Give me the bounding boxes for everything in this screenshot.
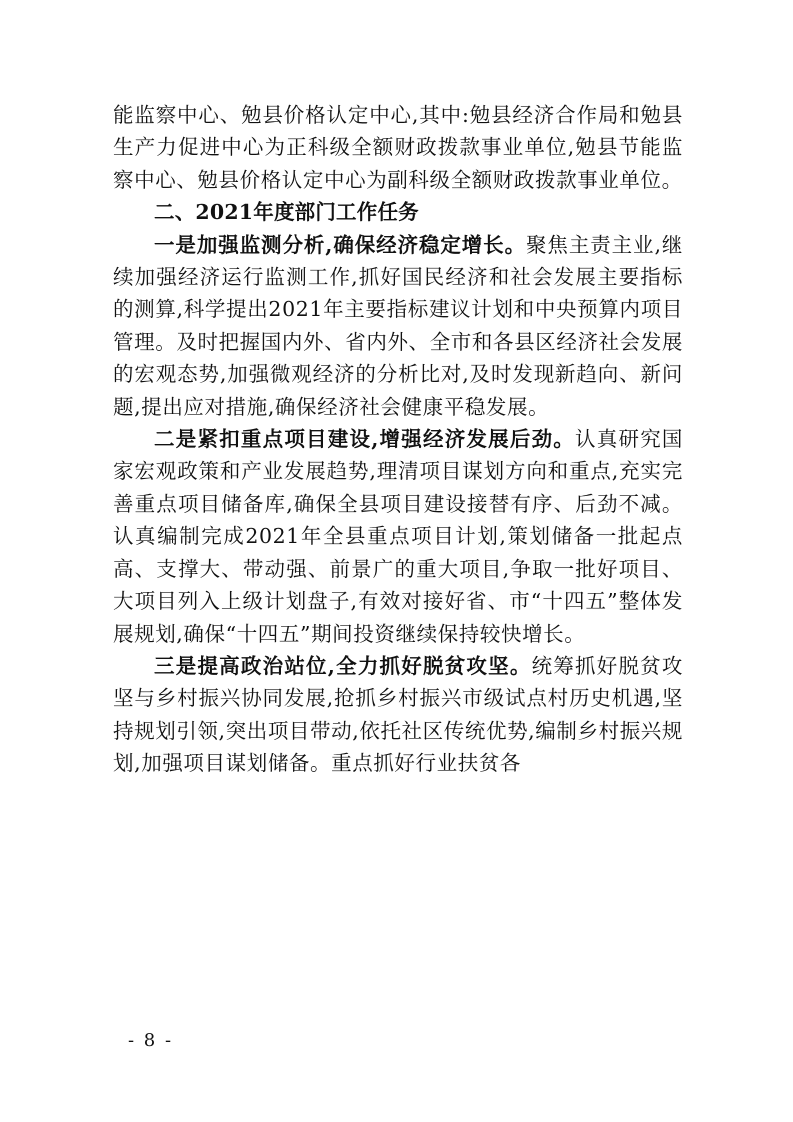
- paragraph-lead: 一是加强监测分析,确保经济稳定增长。: [154, 232, 527, 257]
- paragraph-task-3: [113, 650, 683, 780]
- section-heading: [113, 196, 683, 228]
- heading-text: 二、2021年度部门工作任务: [154, 200, 419, 225]
- paragraph-text: 认真研究国家宏观政策和产业发展趋势,理清项目谋划方向和重点,充实完善重点项目储备库,确保全县项目建设接替有序、后劲不减。认真编制完成2021年全县重点项目计划,策划储备一批起点高、支撑大、带动强、前景广的重大项目,争取一批好项目、大项目列入上级计划盘子,有效对接好省、市“十四五”整体发展规划,确保“十四五”期间投资继续保持较快增长。: [113, 427, 684, 646]
- paragraph-text: 聚焦主责主业,继续加强经济运行监测工作,抓好国民经济和社会发展主要指标的测算,科学提出2021年主要指标建议计划和中央预算内项目管理。及时把握国内外、省内外、全市和各县区经济社会发展的宏观态势,加强微观经济的分析比对,及时发现新趋向、新问题,提出应对措施,确保经济社会健康平稳发展。: [113, 232, 683, 419]
- paragraph-task-2: [113, 423, 683, 650]
- paragraph-task-1: [113, 229, 683, 423]
- paragraph-text: 统筹抓好脱贫攻坚与乡村振兴协同发展,抢抓乡村振兴市级试点村历史机遇,坚持规划引领,突出项目带动,依托社区传统优势,编制乡村振兴规划,加强项目谋划储备。重点抓好行业扶贫各: [113, 653, 684, 776]
- paragraph-continued: [113, 99, 683, 196]
- paragraph-lead: 三是提高政治站位,全力抓好脱贫攻坚。: [154, 653, 532, 678]
- page-number: - 8 -: [128, 1030, 174, 1051]
- paragraph-lead: 二是紧扣重点项目建设,增强经济发展后劲。: [154, 427, 576, 452]
- document-body: [113, 99, 683, 780]
- paragraph-text: 能监察中心、勉县价格认定中心,其中:勉县经济合作局和勉县生产力促进中心为正科级全额财政拨款事业单位,勉县节能监察中心、勉县价格认定中心为副科级全额财政拨款事业单位。: [113, 103, 683, 192]
